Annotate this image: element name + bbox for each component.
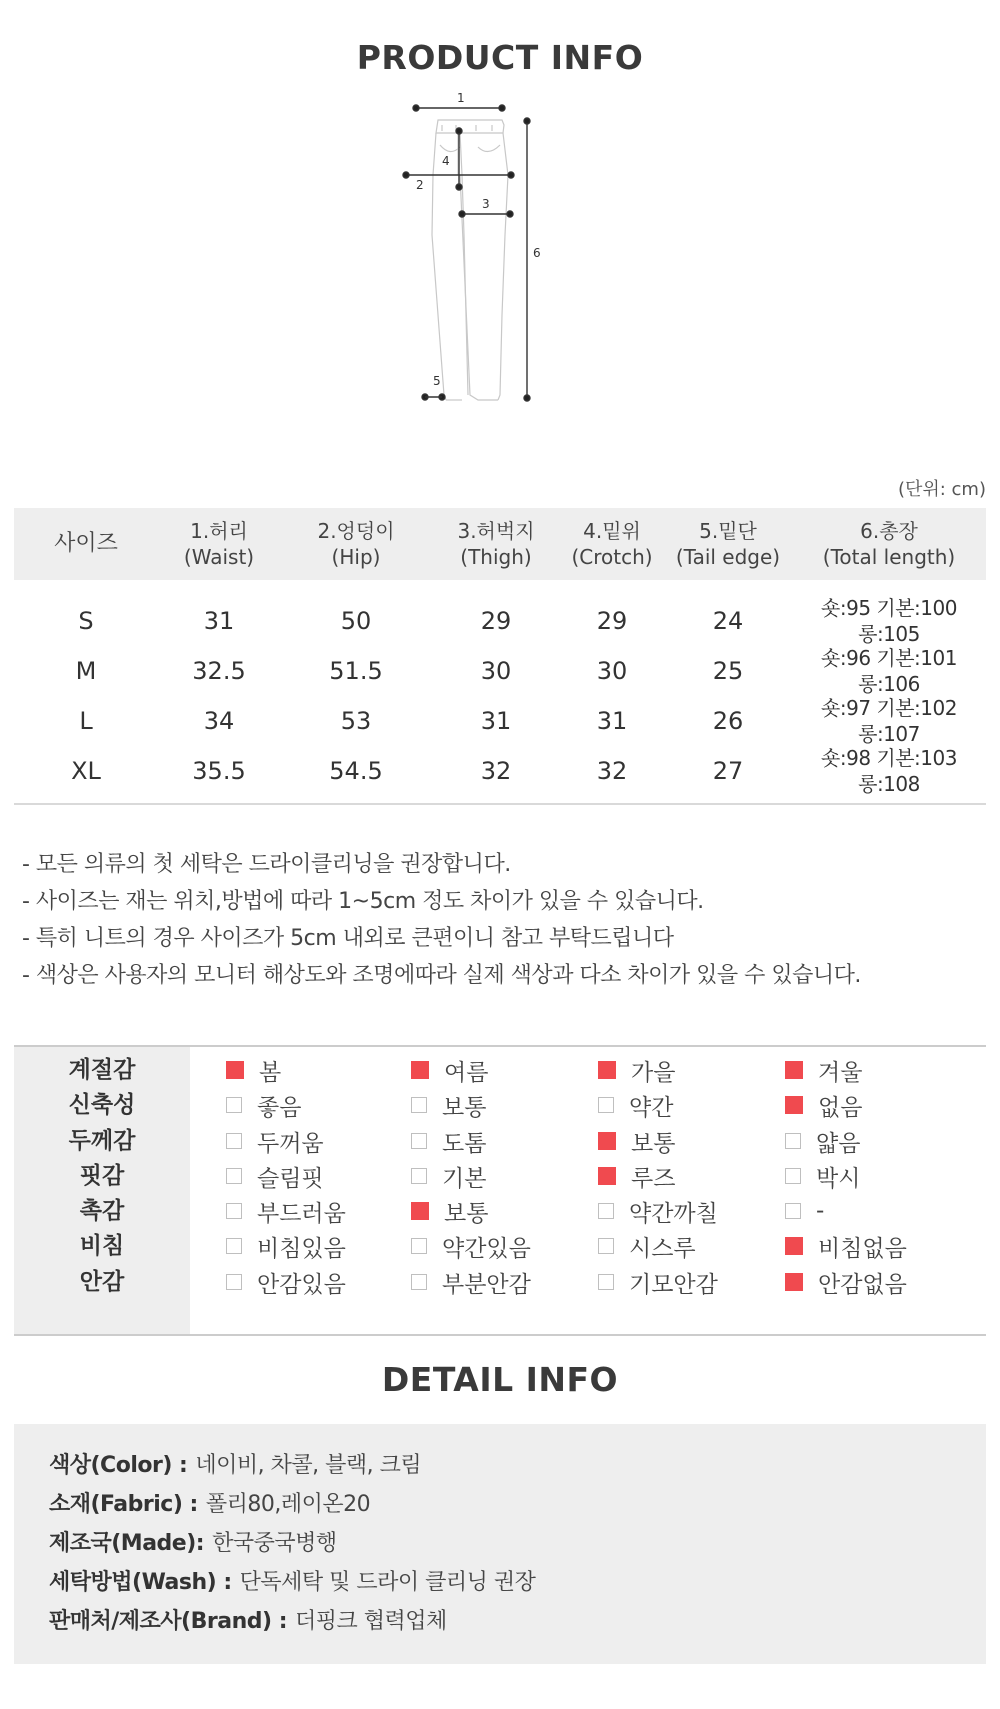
attribute-option <box>785 1086 862 1124</box>
attribute-row <box>14 1086 986 1124</box>
size-table-body <box>14 596 986 796</box>
table-cell: M <box>75 657 97 685</box>
attribute-option-label: 얇음 <box>816 1130 861 1157</box>
table-cell: 29 <box>480 607 512 635</box>
unchecked-box-icon <box>226 1203 242 1219</box>
checked-box-icon <box>785 1237 803 1255</box>
size-header-label: 2.엉덩이 <box>317 519 395 543</box>
unchecked-box-icon <box>411 1133 427 1149</box>
size-header-cell <box>432 518 560 570</box>
attribute-row <box>14 1051 986 1089</box>
unchecked-box-icon <box>226 1133 242 1149</box>
unchecked-box-icon <box>785 1168 801 1184</box>
detail-value: 더핑크 협력업체 <box>295 1609 447 1634</box>
attribute-row <box>14 1192 986 1230</box>
attribute-option-label: 보통 <box>444 1200 489 1227</box>
detail-key: 소재(Fabric) : <box>49 1492 198 1517</box>
attribute-option <box>411 1192 488 1230</box>
checked-box-icon <box>598 1132 616 1150</box>
attribute-option-label: 겨울 <box>818 1059 863 1086</box>
table-cell: 숏:95 기본:100 롱:105 <box>821 596 957 646</box>
attribute-option <box>411 1263 531 1301</box>
table-cell: 31 <box>596 707 628 735</box>
attribute-label: 비침 <box>79 1233 125 1259</box>
table-cell: 26 <box>712 707 744 735</box>
detail-key: 판매처/제조사(Brand) : <box>49 1609 287 1634</box>
attribute-option-label: 부분안감 <box>442 1271 531 1298</box>
table-cell: 27 <box>712 757 744 785</box>
detail-key: 색상(Color) : <box>49 1453 188 1478</box>
attribute-option-label: 두꺼움 <box>257 1130 324 1157</box>
attribute-option <box>598 1192 718 1230</box>
attribute-option <box>226 1263 346 1301</box>
table-cell: 32.5 <box>192 657 246 685</box>
unchecked-box-icon <box>785 1203 801 1219</box>
table-cell: 31 <box>203 607 235 635</box>
table-cell: 30 <box>480 657 512 685</box>
unchecked-box-icon <box>226 1274 242 1290</box>
attribute-option-label: 안감없음 <box>818 1271 907 1298</box>
attribute-label: 신축성 <box>68 1092 136 1118</box>
attribute-option-label: 비침있음 <box>257 1235 346 1262</box>
table-cell: 24 <box>712 607 744 635</box>
attribute-option-label: 여름 <box>444 1059 489 1086</box>
diagram-label-4: 4 <box>442 154 450 168</box>
table-cell: 32 <box>480 757 512 785</box>
detail-row <box>49 1563 535 1602</box>
table-cell: 50 <box>340 607 372 635</box>
size-header-label: 4.밑위 <box>583 519 641 543</box>
table-cell: L <box>79 707 93 735</box>
attribute-option-label: 약간 <box>629 1094 674 1121</box>
diagram-label-1: 1 <box>457 91 465 105</box>
attribute-option-label: 박시 <box>816 1165 861 1192</box>
table-cell: 숏:96 기본:101 롱:106 <box>821 646 957 696</box>
unchecked-box-icon <box>226 1097 242 1113</box>
table-row <box>14 696 986 746</box>
attribute-option <box>226 1192 346 1230</box>
table-cell: S <box>78 607 94 635</box>
attribute-option-label: 도톰 <box>442 1130 487 1157</box>
table-cell: 숏:97 기본:102 롱:107 <box>821 696 957 746</box>
attribute-option <box>598 1157 675 1195</box>
unchecked-box-icon <box>598 1203 614 1219</box>
unchecked-box-icon <box>411 1238 427 1254</box>
detail-list <box>49 1446 535 1641</box>
table-divider <box>14 803 986 805</box>
size-header-cell <box>664 518 792 570</box>
attribute-option <box>785 1192 824 1230</box>
size-header-cell <box>280 518 432 570</box>
attribute-option <box>785 1122 860 1160</box>
size-header-label: 5.밑단 <box>699 519 757 543</box>
detail-value: 폴리80,레이온20 <box>205 1492 371 1517</box>
attribute-option <box>785 1157 860 1195</box>
attribute-option <box>226 1086 301 1124</box>
unit-note: (단위: cm) <box>897 479 986 500</box>
attribute-option-label: 루즈 <box>631 1165 676 1192</box>
attribute-option-label: 안감있음 <box>257 1271 346 1298</box>
attribute-option-label: 기본 <box>442 1165 487 1192</box>
attribute-option-label: 가을 <box>631 1059 676 1086</box>
attribute-option <box>411 1086 486 1124</box>
attribute-label: 안감 <box>79 1269 125 1295</box>
attribute-option <box>598 1122 675 1160</box>
attribute-option <box>226 1227 346 1265</box>
attribute-label: 계절감 <box>68 1057 136 1083</box>
attribute-option <box>785 1227 907 1265</box>
attribute-option <box>411 1157 486 1195</box>
attribute-row <box>14 1263 986 1301</box>
unchecked-box-icon <box>598 1274 614 1290</box>
size-header-sublabel: (Total length) <box>822 545 956 569</box>
size-header-label: 사이즈 <box>54 531 118 556</box>
checked-box-icon <box>226 1061 244 1079</box>
detail-info-box <box>14 1424 986 1664</box>
table-cell: 35.5 <box>192 757 246 785</box>
checked-box-icon <box>411 1202 429 1220</box>
detail-info-title: DETAIL INFO <box>381 1360 619 1399</box>
attribute-option-label: 보통 <box>631 1130 676 1157</box>
size-header-label: 1.허리 <box>190 519 248 543</box>
table-cell: 53 <box>340 707 372 735</box>
attribute-option-label: - <box>816 1198 825 1224</box>
diagram-label-3: 3 <box>482 197 490 211</box>
unchecked-box-icon <box>411 1274 427 1290</box>
size-header-sublabel: (Crotch) <box>571 545 653 569</box>
attribute-option <box>785 1263 907 1301</box>
table-row <box>14 746 986 796</box>
checked-box-icon <box>785 1273 803 1291</box>
size-header-cell <box>14 531 158 557</box>
checked-box-icon <box>411 1061 429 1079</box>
detail-row <box>49 1446 535 1485</box>
attribute-option <box>598 1227 696 1265</box>
attribute-option <box>598 1051 675 1089</box>
size-table-header <box>14 508 986 580</box>
table-cell: 51.5 <box>329 657 383 685</box>
detail-value: 네이비, 차콜, 블랙, 크림 <box>195 1453 422 1478</box>
attribute-option-label: 봄 <box>259 1059 282 1086</box>
detail-value: 한국중국병행 <box>212 1531 337 1556</box>
attribute-option-label: 기모안감 <box>629 1271 718 1298</box>
unchecked-box-icon <box>226 1238 242 1254</box>
attribute-label: 촉감 <box>79 1198 125 1224</box>
diagram-label-5: 5 <box>433 374 441 388</box>
detail-key: 제조국(Made): <box>49 1531 205 1556</box>
attribute-option-label: 없음 <box>818 1094 863 1121</box>
checked-box-icon <box>785 1061 803 1079</box>
table-cell: 숏:98 기본:103 롱:108 <box>821 746 957 796</box>
attribute-row <box>14 1122 986 1160</box>
detail-row <box>49 1485 535 1524</box>
attribute-row <box>14 1157 986 1195</box>
unchecked-box-icon <box>226 1168 242 1184</box>
attribute-option <box>785 1051 862 1089</box>
care-notes <box>22 846 861 994</box>
attribute-option-label: 슬림핏 <box>257 1165 324 1192</box>
unchecked-box-icon <box>411 1097 427 1113</box>
attribute-label: 핏감 <box>79 1163 125 1189</box>
size-header-cell <box>560 518 664 570</box>
table-cell: 25 <box>712 657 744 685</box>
attribute-option <box>598 1086 673 1124</box>
note-line: - 색상은 사용자의 모니터 해상도와 조명에따라 실제 색상과 다소 차이가 있을 수 있습니다. <box>22 963 861 988</box>
attribute-option-label: 약간까칠 <box>629 1200 718 1227</box>
size-header-sublabel: (Hip) <box>331 545 381 569</box>
attribute-option <box>411 1227 531 1265</box>
attribute-option <box>598 1263 718 1301</box>
note-line: - 사이즈는 재는 위치,방법에 따라 1~5cm 정도 차이가 있을 수 있습니다. <box>22 889 704 914</box>
attribute-option-label: 보통 <box>442 1094 487 1121</box>
detail-value: 단독세탁 및 드라이 클리닝 권장 <box>239 1570 536 1595</box>
table-row <box>14 646 986 696</box>
size-header-sublabel: (Tail edge) <box>675 545 781 569</box>
attribute-label: 두께감 <box>68 1128 136 1154</box>
table-cell: 54.5 <box>329 757 383 785</box>
note-line: - 모든 의류의 첫 세탁은 드라이클리닝을 권장합니다. <box>22 852 511 877</box>
pants-measurement-diagram <box>416 91 600 450</box>
checked-box-icon <box>598 1167 616 1185</box>
attribute-option-label: 부드러움 <box>257 1200 346 1227</box>
unchecked-box-icon <box>598 1238 614 1254</box>
table-cell: 34 <box>203 707 235 735</box>
unchecked-box-icon <box>598 1097 614 1113</box>
table-cell: 32 <box>596 757 628 785</box>
attribute-row <box>14 1227 986 1265</box>
size-header-sublabel: (Waist) <box>183 545 255 569</box>
attribute-option-label: 좋음 <box>257 1094 302 1121</box>
diagram-label-2: 2 <box>416 178 424 192</box>
attribute-table <box>14 1045 986 1336</box>
detail-key: 세탁방법(Wash) : <box>49 1570 232 1595</box>
attribute-option-label: 시스루 <box>629 1235 696 1262</box>
note-line: - 특히 니트의 경우 사이즈가 5cm 내외로 큰편이니 참고 부탁드립니다 <box>22 926 674 951</box>
product-info-title: PRODUCT INFO <box>356 38 644 77</box>
size-header-sublabel: (Thigh) <box>460 545 532 569</box>
attribute-option <box>226 1157 324 1195</box>
table-cell: XL <box>71 757 101 785</box>
unchecked-box-icon <box>785 1133 801 1149</box>
size-header-cell <box>792 518 986 570</box>
checked-box-icon <box>598 1061 616 1079</box>
attribute-option <box>226 1051 281 1089</box>
table-cell: 29 <box>596 607 628 635</box>
detail-row <box>49 1602 535 1641</box>
detail-row <box>49 1524 535 1563</box>
table-cell: 30 <box>596 657 628 685</box>
attribute-option <box>226 1122 324 1160</box>
attribute-option <box>411 1051 488 1089</box>
checked-box-icon <box>785 1096 803 1114</box>
attribute-option <box>411 1122 486 1160</box>
table-cell: 31 <box>480 707 512 735</box>
attribute-option-label: 약간있음 <box>442 1235 531 1262</box>
table-row <box>14 596 986 646</box>
size-header-label: 6.총장 <box>860 519 918 543</box>
attribute-option-label: 비침없음 <box>818 1235 907 1262</box>
size-header-label: 3.허벅지 <box>457 519 535 543</box>
diagram-label-6: 6 <box>533 246 541 260</box>
unchecked-box-icon <box>411 1168 427 1184</box>
size-header-cell <box>158 518 280 570</box>
